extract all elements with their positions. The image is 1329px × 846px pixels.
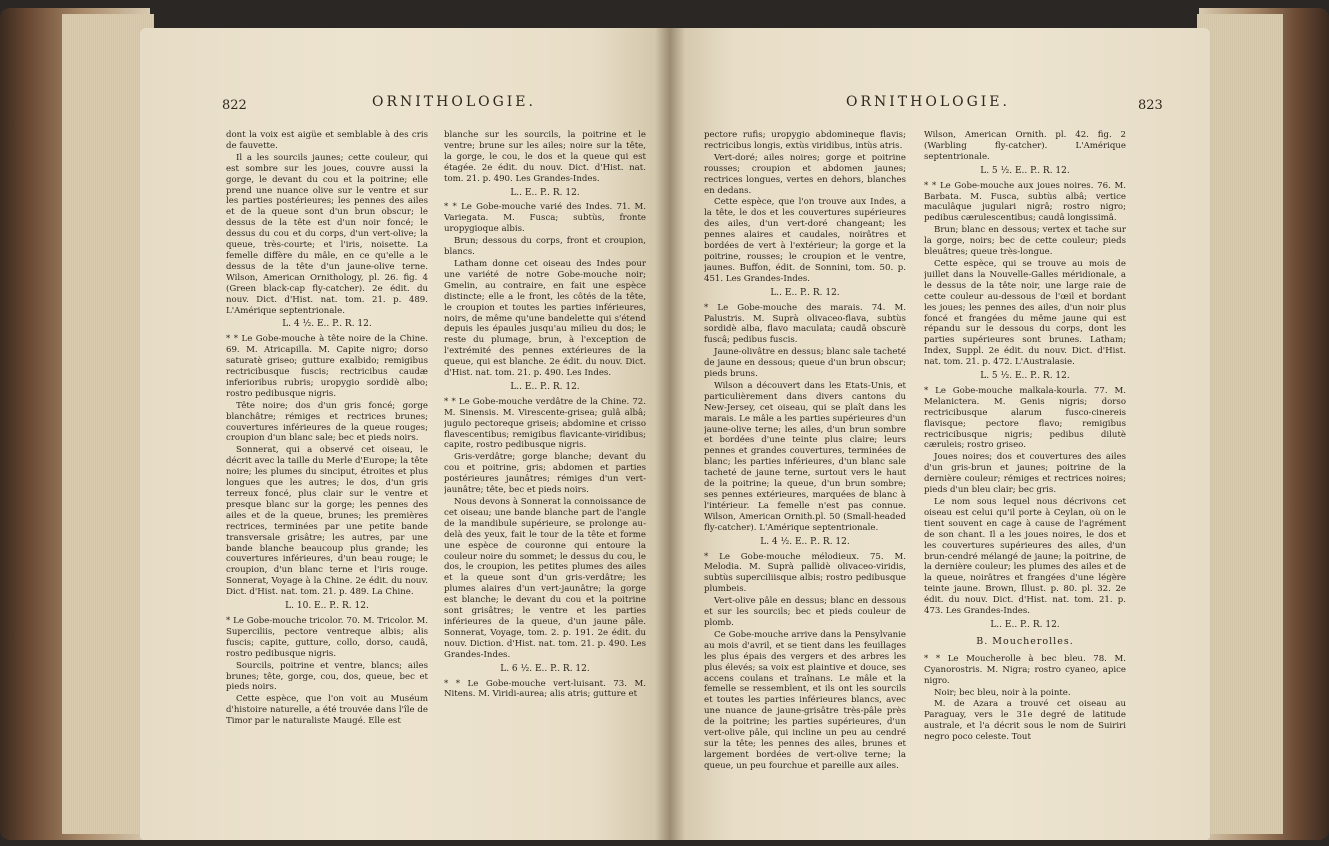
paragraph: M. de Azara a trouvé cet oiseau au Paraguay, vers le 31e degré de latitude australe, et l'a décrit sous le nom de Suiriri negro poco celeste. Tout xyxy=(924,699,1126,743)
paragraph: Le nom sous lequel nous décrivons cet oiseau est celui qu'il porte à Ceylan, où on le tient souvent en cage à cause de l'agrément de son chant. Il a les joues noires, le dos et les couvertures supérieures des ailes, d'un brun-cendré mélangé de jaune; la poitrine, de la dernière couleur; les plumes des ailes et de la queue, noirâtres et frangées d'une légère teinte jaune. Brown, Illust. p. 80. pl. 32. 2e édit. du nouv. Dict. d'Hist. nat. tom. 21. p. 473. Les Grandes-Indes. xyxy=(924,497,1126,617)
measurement-line: L.. E.. P.. R. 12. xyxy=(990,619,1060,630)
paragraph: Cette espèce, qui se trouve au mois de juillet dans la Nouvelle-Galles méridionale, a le dessus de la tête noir, une large raie de cette couleur au-dessous de l'œil et bordant les joues; les pennes des ailes, d'un noir plus foncé et frangées du même jaune qui est répandu sur le dessous du corps, dont les parties supérieures sont brunes. Latham; Index, Suppl. 2e édit. du nouv. Dict. d'Hist. nat. tom. 21. p. 472. L'Australasie. xyxy=(924,258,1126,368)
paragraph: Cette espèce, que l'on trouve aux Indes, a la tête, le dos et les couvertures supérieures des ailes, d'un vert-doré changeant; les pennes alaires et caudales, noirâtres et bordées de vert à l'extérieur; la gorge et la poitrine, rousses; le croupion et le ventre, jaunes. Buffon, édit. de Sonnini, tom. 50. p. 451. Les Grandes-Indes. xyxy=(704,197,906,284)
paragraph: Sonnerat, qui a observé cet oiseau, le décrit avec la taille du Merle d'Europe; la tête noire; les plumes du sinciput, étroites et plus longues que les autres; le dos, d'un gris terreux foncé, plus clair sur le ventre et presque blanc sur la gorge; les pennes des ailes et de la queue, brunes; les premières rectrices, terminées par une petite bande transversale grisâtre; les autres, par une bande blanche beaucoup plus grande; les couvertures inférieures, d'un beau rouge; le croupion, d'un blanc terne et l'iris rouge. Sonnerat, Voyage à la Chine. 2e édit. du nouv. Dict. d'Hist. nat. tom. 21. p. 489. La Chine. xyxy=(226,445,428,598)
paragraph: Latham donne cet oiseau des Indes pour une variété de notre Gobe-mouche noir; Gmelin, au contraire, en fait une espèce distincte; elle a le front, les côtés de la tête, le croupion et toutes les parties inférieures, noirs, de même qu'une bandelette qui s'étend depuis les épaules jusqu'au milieu du dos; le reste du plumage, brun, à l'exception de l'extrémité des pennes extérieures de la queue, qui est blanche. 2e édit. du nouv. Dict. d'Hist. nat. tom. 21. p. 490. Les Indes. xyxy=(444,258,646,379)
measurement-line: L. 10. E.. P.. R. 12. xyxy=(285,601,369,612)
species-entry: * Le Gobe-mouche mélodieux. 75. M. Melodia. M. Suprà pallidè olivaceo-viridis, subtùs superciliisque albis; rostro pedibusque plumbeis. xyxy=(704,551,906,595)
book-gutter xyxy=(655,28,685,840)
measurement-line: L.. E.. P.. R. 12. xyxy=(770,287,840,298)
paragraph: Nous devons à Sonnerat la connoissance de cet oiseau; une bande blanche part de l'angle de la mandibule supérieure, se prolonge au-delà des yeux, fait le tour de la tête et forme une espèce de couronne qui entoure la couleur noire du sommet; le dessus du cou, le dos, le croupion, les petites plumes des ailes et la queue sont d'un gris-verdâtre; les plumes alaires d'un vert-jaunâtre; la gorge est blanche; le devant du cou et la poitrine sont grisâtres; le ventre et les parties inférieures de la queue, d'un jaune pâle. Sonnerat, Voyage, tom. 2. p. 191. 2e édit. du nouv. Diction. d'Hist. nat. tom. 21. p. 490. Les Grandes-Indes. xyxy=(444,497,646,660)
measurement-line: L. 6 ½. E.. P.. R. 12. xyxy=(500,663,590,674)
species-entry: * * Le Gobe-mouche vert-luisant. 73. M. Nitens. M. Viridi-aurea; alis atris; gutture et xyxy=(444,678,646,700)
left-page-number: 822 xyxy=(222,98,247,113)
section-heading: B. Moucherolles. xyxy=(976,635,1074,647)
species-entry: * * Le Gobe-mouche aux joues noires. 76. M. Barbata. M. Fusca, subtùs albâ; vertice maculâque jugulari nigrâ; rostro nigro; pedibus cærulescentibus; caudâ longissimâ. xyxy=(924,180,1126,224)
measurement-line: L. 4 ½. E.. P.. R. 12. xyxy=(282,319,372,330)
left-column-2 xyxy=(444,130,646,840)
measurement-line: L.. E.. P.. R. 12. xyxy=(510,381,580,392)
left-running-head: ORNITHOLOGIE. xyxy=(372,94,536,110)
paragraph: Vert-doré; ailes noires; gorge et poitrine rousses; croupion et abdomen jaunes; rectrices longues, vertes en dehors, blanches en dedans. xyxy=(704,152,906,196)
paragraph: blanche sur les sourcils, la poitrine et le ventre; brune sur les ailes; noire sur la tête, la gorge, le cou, le dos et la queue qui est étagée. 2e édit. du nouv. Dict. d'Hist. nat. tom. 21. p. 490. Les Grandes-Indes. xyxy=(444,130,646,184)
paragraph: Brun; dessous du corps, front et croupion, blancs. xyxy=(444,236,646,258)
paragraph: Wilson a découvert dans les Etats-Unis, et particulièrement dans divers cantons du New-Jersey, cet oiseau, qui se plaît dans les marais. Le mâle a les parties supérieures d'un jaune-olive terne; les ailes, d'un brun sombre et bordées d'une teinte plus claire; leurs pennes et grandes couvertures, terminées de blanc; les parties inférieures, d'un blanc sale tacheté de jaune terne, surtout vers le haut de la poitrine; la queue, d'un brun sombre; ses pennes extérieures, marquées de blanc à l'intérieur. La femelle n'est pas connue. Wilson, American Ornith.pl. 50 (Small-headed fly-catcher). L'Amérique septentrionale. xyxy=(704,380,906,533)
species-entry: * Le Gobe-mouche des marais. 74. M. Palustris. M. Suprà olivaceo-flava, subtùs sordidè alba, flavo maculata; caudâ obscurè fuscâ; pedibus fuscis. xyxy=(704,302,906,346)
measurement-line: L. 5 ½. E.. P.. R. 12. xyxy=(980,165,1070,176)
measurement-line: L. 5 ½. E.. P.. R. 12. xyxy=(980,371,1070,382)
paragraph: Wilson, American Ornith. pl. 42. fig. 2 (Warbling fly-catcher). L'Amérique septentrionale. xyxy=(924,130,1126,162)
species-entry: * * Le Gobe-mouche varié des Indes. 71. M. Variegata. M. Fusca; subtùs, fronte uropygioque albis. xyxy=(444,202,646,235)
paragraph: Il a les sourcils jaunes; cette couleur, qui est sombre sur les joues, couvre aussi la gorge, le devant du cou et la poitrine; elle prend une nuance olive sur le ventre et sur les parties postérieures; les pennes des ailes et de la queue sont d'un brun obscur; le dessus de la tête est d'un noir foncé; le dessus du cou et du corps, d'un vert-olive; la queue, très-courte; et l'iris, noisette. La femelle diffère du mâle, en ce qu'elle a le dessus de la tête d'un jaune-olive terne. Wilson, American Ornithology, pl. 26. fig. 4 (Green black-cap fly-catcher). 2e édit. du nouv. Dict. d'Hist. nat. tom. 21. p. 489. L'Amérique septentrionale. xyxy=(226,152,428,316)
paragraph: Tête noire; dos d'un gris foncé; gorge blanchâtre; rémiges et rectrices brunes; couvertures inférieures de la queue rouges; croupion d'un blanc sale; bec et pieds noirs. xyxy=(226,400,428,444)
right-column-1 xyxy=(704,130,906,840)
measurement-line: L.. E.. P.. R. 12. xyxy=(510,187,580,198)
right-page-number: 823 xyxy=(1138,98,1163,113)
right-column-2 xyxy=(924,130,1126,840)
paragraph: Noir; bec bleu, noir à la pointe. xyxy=(934,687,1071,698)
paragraph: dont la voix est aigüe et semblable à des cris de fauvette. xyxy=(226,130,428,151)
paragraph: Cette espèce, que l'on voit au Muséum d'histoire naturelle, a été trouvée dans l'île de Timor par le naturaliste Maugé. Elle est xyxy=(226,694,428,727)
species-entry: * * Le Gobe-mouche verdâtre de la Chine. 72. M. Sinensis. M. Virescente-grisea; gulâ albâ; jugulo pectoreque griseis; abdomine et crisso flavescentibus; remigibus flavicante-viridibus; capite, rostro pedibusque nigris. xyxy=(444,396,646,451)
species-entry: * Le Gobe-mouche malkala-kourla. 77. M. Melanictera. M. Genis nigris; dorso rectricibusque alarum fusco-cinereis flavisque; pectore flavo; remigibus rectricibusque nigris; pedibus dilutè cæruleis; rostro griseo. xyxy=(924,385,1126,451)
paragraph: Vert-olive pâle en dessus; blanc en dessous et sur les sourcils; bec et pieds couleur de plomb. xyxy=(704,596,906,628)
paragraph: pectore rufis; uropygio abdomineque flavis; rectricibus longis, extùs viridibus, intùs atris. xyxy=(704,130,906,151)
paragraph: Joues noires; dos et couvertures des ailes d'un gris-brun et jaunes; poitrine de la dernière couleur; rémiges et rectrices noires; pieds d'un bleu clair; bec gris. xyxy=(924,452,1126,496)
paragraph: Jaune-olivâtre en dessus; blanc sale tacheté de jaune en dessous; queue d'un brun obscur; pieds bruns. xyxy=(704,347,906,380)
species-entry: * Le Gobe-mouche tricolor. 70. M. Tricolor. M. Superciliis, pectore ventreque albis; alis fuscis; capite, gutture, collo, dorso, caudâ, rostro pedibusque nigris. xyxy=(226,615,428,659)
species-entry: * * Le Moucherolle à bec bleu. 78. M. Cyanorostris. M. Nigra; rostro cyaneo, apice nigro. xyxy=(924,653,1126,686)
right-page xyxy=(670,28,1210,840)
left-column-1 xyxy=(226,130,428,840)
measurement-line: L. 4 ½. E.. P.. R. 12. xyxy=(760,536,850,547)
paragraph: Ce Gobe-mouche arrive dans la Pensylvanie au mois d'avril, et se tient dans les feuillages les plus épais des vergers et des arbres les plus élevés; sa voix est plaintive et douce, ses accens coulans et traînans. Le mâle et la femelle se ressemblent, et ils ont les sourcils et toutes les parties inférieures blancs, avec une nuance de jaune-grisâtre très-pâle près de la poitrine; les parties supérieures, d'un vert-olive pâle, qui incline un peu au cendré sur la tête; les pennes des ailes, brunes et largement bordées de vert-olive terne; la queue, un peu fourchue et pareille aux ailes. xyxy=(704,629,906,771)
paragraph: Sourcils, poitrine et ventre, blancs; ailes brunes; tête, gorge, cou, dos, queue, bec et pieds noirs. xyxy=(226,660,428,693)
species-entry: * * Le Gobe-mouche à tête noire de la Chine. 69. M. Atricapilla. M. Capite nigro; dorso saturatè griseo; gutture exalbido; remigibus rectricibusque fuscis; rectricibus caudæ inferioribus rubris; uropygio sordidè albo; rostro pedibusque nigris. xyxy=(226,334,428,399)
paragraph: Brun; blanc en dessous; vertex et tache sur la gorge, noirs; bec de cette couleur; pieds bleuâtres; queue très-longue. xyxy=(924,225,1126,258)
paragraph: Gris-verdâtre; gorge blanche; devant du cou et poitrine, gris; abdomen et parties postérieures jaunâtres; rémiges d'un vert-jaunâtre; tête, bec et pieds noirs. xyxy=(444,452,646,496)
left-page xyxy=(140,28,670,840)
right-running-head: ORNITHOLOGIE. xyxy=(846,94,1010,110)
